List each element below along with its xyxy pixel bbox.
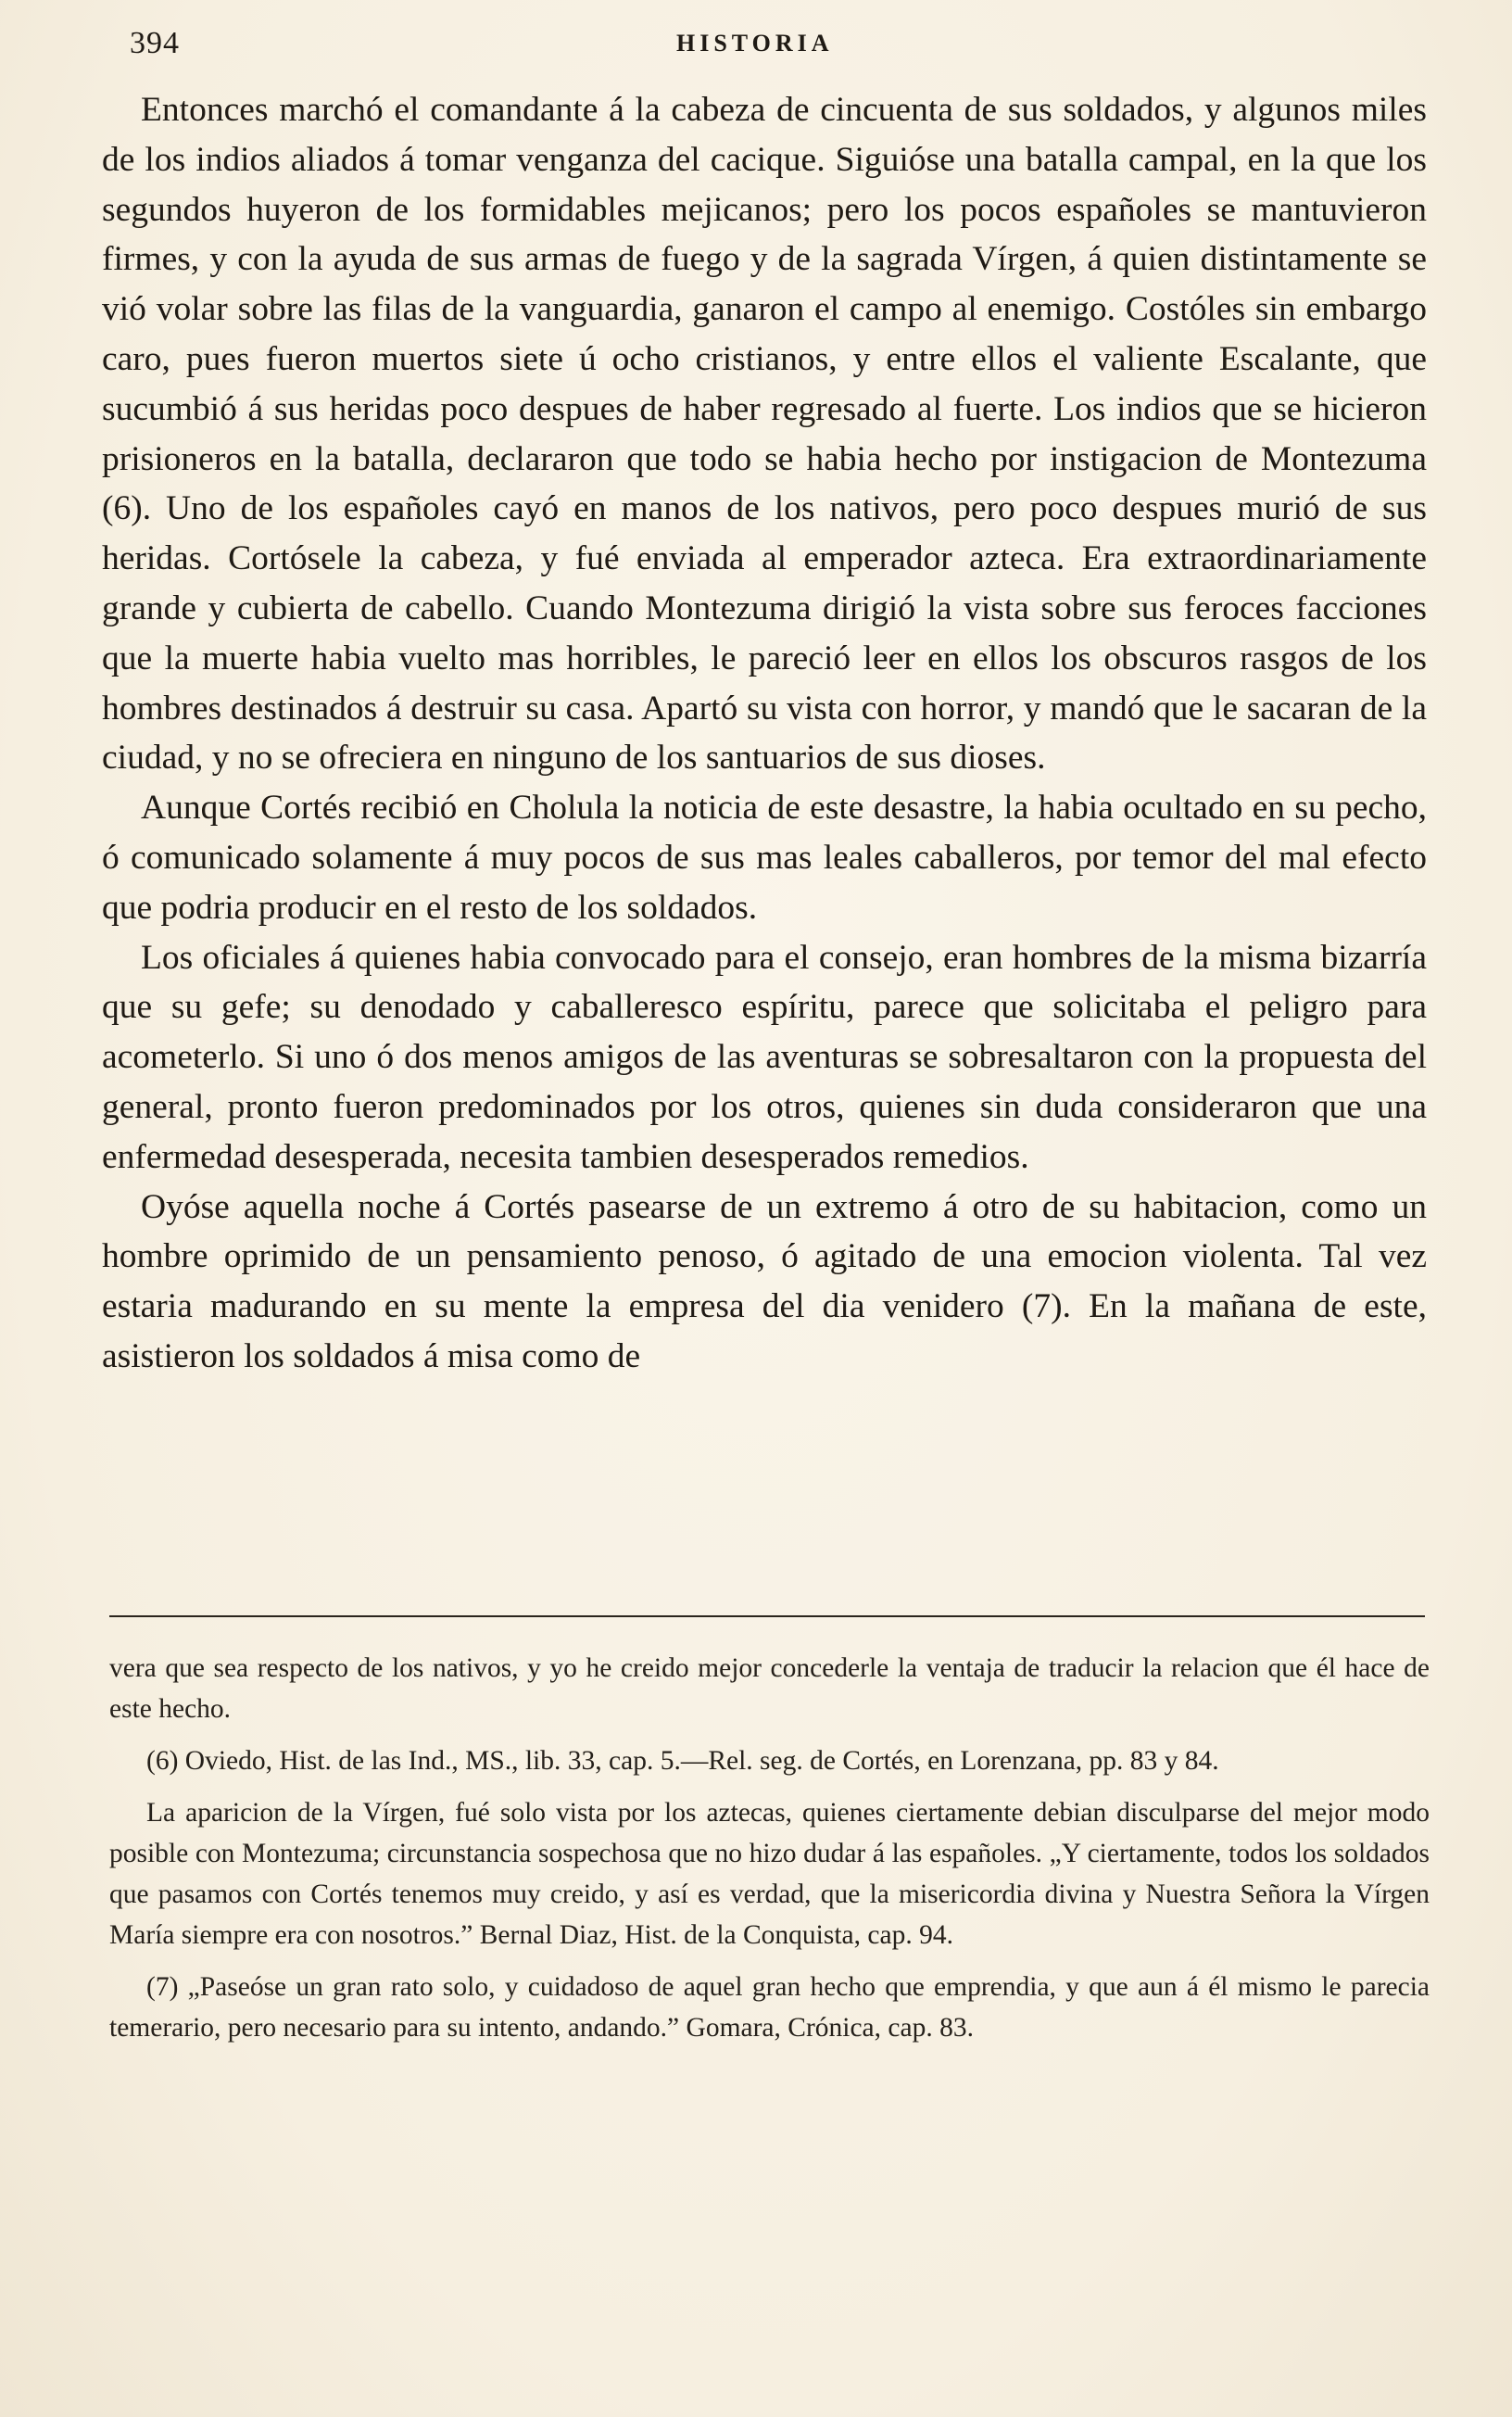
paragraph: Oyóse aquella noche á Cortés pasearse de un extremo á otro de su habitacion, como un hombre oprimido de un pensamiento penoso, ó agitado de una emocion violenta. Tal vez estaria madurando en su mente la empresa del dia venidero (7). En la mañana de este, asistieron los soldados á misa como de [102, 1187, 1427, 1375]
running-head: HISTORIA [676, 30, 834, 57]
main-text [102, 85, 1427, 1382]
footnotes [109, 1648, 1430, 2059]
paragraph: Entonces marchó el comandante á la cabeza de cincuenta de sus soldados, y algunos miles de los indios aliados á tomar venganza del cacique. Siguióse una batalla campal, en la que los segundos huyeron de los formidables mejicanos; pero los pocos españoles se mantuvieron firmes, y con la ayuda de sus armas de fuego y de la sagrada Vírgen, á quien distintamente se vió volar sobre las filas de la vanguardia, ganaron el campo al enemigo. Costóles sin embargo caro, pues fueron muertos siete ú ocho cristianos, y entre ellos el valiente Escalante, que sucumbió á sus heridas poco despues de haber regresado al fuerte. Los indios que se hicieron prisioneros en la batalla, declararon que todo se habia hecho por instigacion de Montezuma (6). Uno de los españoles cayó en manos de los nativos, pero poco despues murió de sus heridas. Cortósele la cabeza, y fué enviada al emperador azteca. Era extraordinariamente grande y cubierta de cabello. Cuando Montezuma dirigió la vista sobre sus feroces facciones que la muerte habia vuelto mas horribles, le pareció leer en ellos los obscuros rasgos de los hombres destinados á destruir su casa. Apartó su vista con horror, y mandó que le sacaran de la ciudad, y no se ofreciera en ninguno de los santuarios de sus dioses. [102, 91, 1427, 778]
footnote-continuation: vera que sea respecto de los nativos, y yo he creido mejor concederle la ventaja de traducir la relacion que él hace de este hecho. [109, 1653, 1430, 1724]
page-number: 394 [130, 26, 180, 60]
page-header [130, 26, 1427, 82]
footnote-7: (7) „Paseóse un gran rato solo, y cuidadoso de aquel gran hecho que emprendia, y que aun á él mismo le parecia temerario, pero necesario para su intento, andando.” Gomara, Crónica, cap. 83. [109, 1972, 1430, 2043]
footnote-separator [109, 1615, 1425, 1617]
footnote-6-note: La aparicion de la Vírgen, fué solo vista por los aztecas, quienes ciertamente debian disculparse del mejor modo posible con Montezuma; circunstancia sospechosa que no hizo dudar á las españoles. „Y ciertamente, todos los soldados que pasamos con Cortés tenemos muy creido, y así es verdad, que la misericordia divina y Nuestra Señora la Vírgen María siempre era con nosotros.” Bernal Diaz, Hist. de la Conquista, cap. 94. [109, 1798, 1430, 1950]
paragraph: Los oficiales á quienes habia convocado para el consejo, eran hombres de la misma bizarría que su gefe; su denodado y caballeresco espíritu, parece que solicitaba el peligro para acometerlo. Si uno ó dos menos amigos de las aventuras se sobresaltaron con la propuesta del general, pronto fueron predominados por los otros, quienes sin duda consideraron que una enfermedad desesperada, necesita tambien desesperados remedios. [102, 938, 1427, 1176]
footnote-6: (6) Oviedo, Hist. de las Ind., MS., lib. 33, cap. 5.—Rel. seg. de Cortés, en Lorenzana, pp. 83 y 84. [146, 1746, 1219, 1776]
paragraph: Aunque Cortés recibió en Cholula la noticia de este desastre, la habia ocultado en su pecho, ó comunicado solamente á muy pocos de sus mas leales caballeros, por temor del mal efecto que podria producir en el resto de los soldados. [102, 789, 1427, 927]
